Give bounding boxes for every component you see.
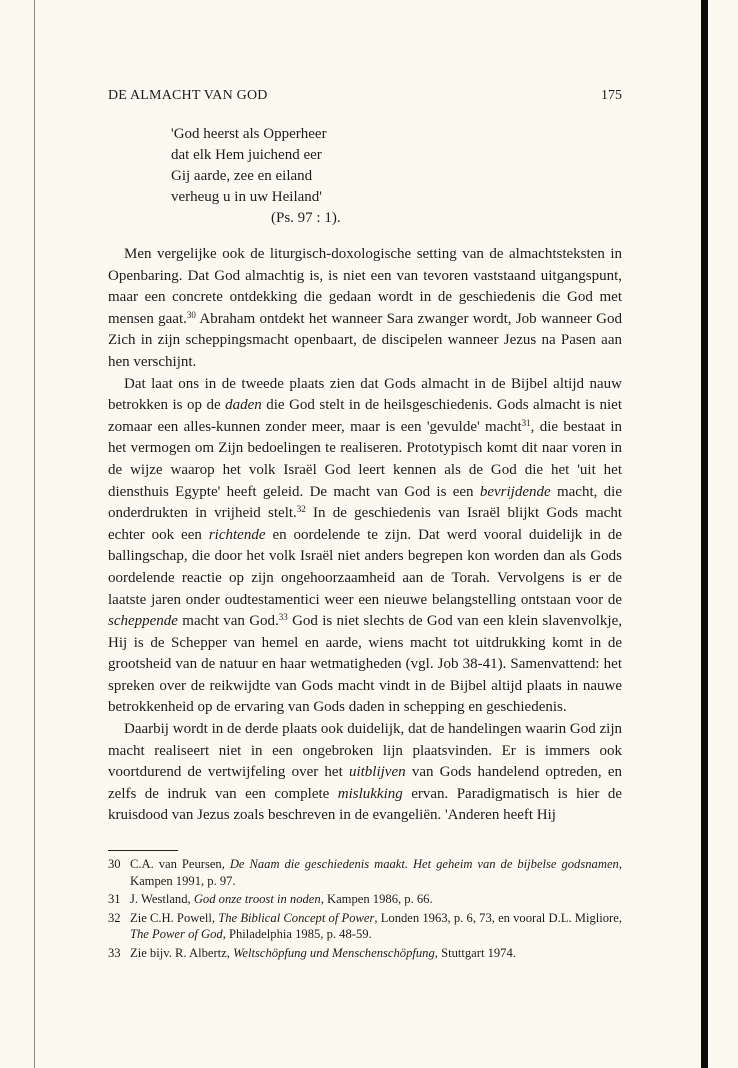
poem-line: verheug u in uw Heiland' [171, 189, 322, 205]
text-run: , Kampen 1991, p. 97. [130, 857, 622, 888]
text-run: God is niet slechts de God van een klein slavenvolkje, Hij is de Schepper van hemel en aarde, wiens macht tot uitdrukking komt in de grootsheid van de natuur en haar wetmatigheden (vgl. Job 38-41). Samenvattend: het spreken over de reikwijdte van Gods macht vindt in de Bijbel altijd plaats in nauwe betrokkenheid op de ervaring van Gods daden in schepping en geschiedenis. [108, 613, 622, 716]
paragraph [108, 719, 622, 827]
scan-edge-bar [701, 0, 708, 1068]
italic-text: De Naam die geschiedenis maakt. Het geheim van de bijbelse godsnamen [229, 857, 619, 871]
footnote-ref: 31 [521, 417, 531, 428]
footnote-number: 31 [108, 892, 121, 906]
text-run: ervan. Paradigmatisch is hier de kruisdood van Jezus zoals beschreven in de evangeliën. 'Anderen heeft Hij [108, 785, 622, 824]
paragraph [108, 244, 622, 374]
text-run: , Londen 1963, p. 6, 73, en vooral D.L. Migliore, [374, 910, 622, 925]
text-run: Zie C.H. Powell, [130, 910, 219, 925]
text-run: , die bestaat in het vermogen om Zijn bedoelingen te realiseren. Prototypisch komt dit naar voren in de wijze waarop het volk Israël God leert kennen als de God die het 'uit het diensthuis Egypte' heeft geleid. De macht van God is een [108, 418, 622, 500]
text-run: van Gods handelend optreden, en zelfs de indruk van een complete [108, 764, 622, 802]
footnote-text [130, 946, 516, 960]
page-number: 175 [601, 88, 622, 103]
footnotes [108, 856, 622, 961]
text-run: macht, die onderdrukten in vrijheid stelt. [108, 483, 622, 522]
footnote-ref: 30 [186, 309, 196, 320]
footnote [108, 891, 622, 908]
footnote-number: 33 [108, 945, 121, 960]
running-title: DE ALMACHT VAN GOD [108, 88, 268, 103]
footnote-number: 32 [108, 910, 121, 925]
body-text [108, 244, 622, 827]
paragraph [108, 374, 622, 720]
italic-text: bevrijdende [479, 483, 551, 500]
poem-line: 'God heerst als Opperheer [171, 126, 327, 142]
italic-text: The Power of God [130, 927, 223, 941]
footnote-ref: 33 [278, 612, 288, 623]
footnote [108, 856, 622, 889]
footnote [108, 910, 622, 943]
footnote-ref: 32 [296, 504, 306, 515]
poem-reference: (Ps. 97 : 1). [271, 210, 341, 226]
poem-line: Gij aarde, zee en eiland [171, 168, 313, 184]
text-run: Men vergelijke ook de liturgisch-doxologische setting van de almachtsteksten in Openbaring. Dat God almachtig is, is niet een van tevoren vaststaand uitgangspunt, maar een concrete ontdekking die gedaan wordt in de geschiedenis die God met mensen gaat. [108, 246, 622, 327]
text-run: In de geschiedenis van Israël blijkt Gods macht echter ook een [108, 505, 622, 543]
poem-line: dat elk Hem juichend eer [171, 147, 322, 163]
text-run: , Kampen 1986, p. 66. [320, 892, 433, 906]
italic-text: God onze troost in noden [193, 892, 321, 906]
footnote-number: 30 [108, 857, 121, 871]
text-run: en oordelende te zijn. Dat werd vooral duidelijk in de ballingschap, die door het volk Israël niet anders begrepen kon worden dan als Gods oordelende reactie op zijn ongehoorzaamheid aan de Torah. Vervolgens is er de laatste jaren onder oudtestamentici weer een nieuwe belangstelling ontstaan voor de [108, 526, 623, 608]
text-run: Daarbij wordt in de derde plaats ook duidelijk, dat de handelingen waarin God zijn macht realiseert niet in een ongebroken lijn plaatsvinden. Er is immers ook voortdurend de vertwijfeling over het [108, 721, 622, 781]
italic-text: mislukking [337, 785, 403, 802]
text-run: , Stuttgart 1974. [434, 945, 516, 960]
footnote [108, 945, 622, 962]
footnote-separator [108, 850, 178, 851]
page-left-edge-line [34, 0, 35, 1068]
footnote-text [130, 911, 622, 942]
text-run: die God stelt in de heilsgeschiedenis. Gods almacht is niet zomaar een alles-kunnen zonder meer, maar is een 'gevulde' macht [108, 397, 622, 435]
text-run: macht van God. [177, 613, 279, 630]
text-run: , Philadelphia 1985, p. 48-59. [222, 927, 372, 941]
footnote-text [130, 857, 622, 888]
poem-quote [171, 124, 471, 229]
italic-text: richtende [208, 526, 266, 543]
text-run: J. Westland, [130, 892, 194, 906]
text-run: Zie bijv. R. Albertz, [130, 945, 234, 960]
text-run: Abraham ontdekt het wanneer Sara zwanger wordt, Job wanneer God Zich in zijn scheppingsmacht openbaart, de discipelen wanneer Jezus na Pasen aan hen verschijnt. [108, 310, 622, 370]
text-run: C.A. van Peursen, [130, 857, 230, 871]
italic-text: Weltschöpfung und Menschenschöpfung [233, 945, 435, 960]
running-header [108, 88, 622, 108]
italic-text: daden [225, 397, 262, 414]
italic-text: The Biblical Concept of Power [218, 910, 375, 925]
italic-text: uitblijven [348, 764, 406, 781]
text-run: Dat laat ons in de tweede plaats zien dat Gods almacht in de Bijbel altijd nauw betrokken is op de [108, 375, 622, 414]
footnote-text [130, 892, 433, 906]
italic-text: scheppende [108, 613, 178, 630]
